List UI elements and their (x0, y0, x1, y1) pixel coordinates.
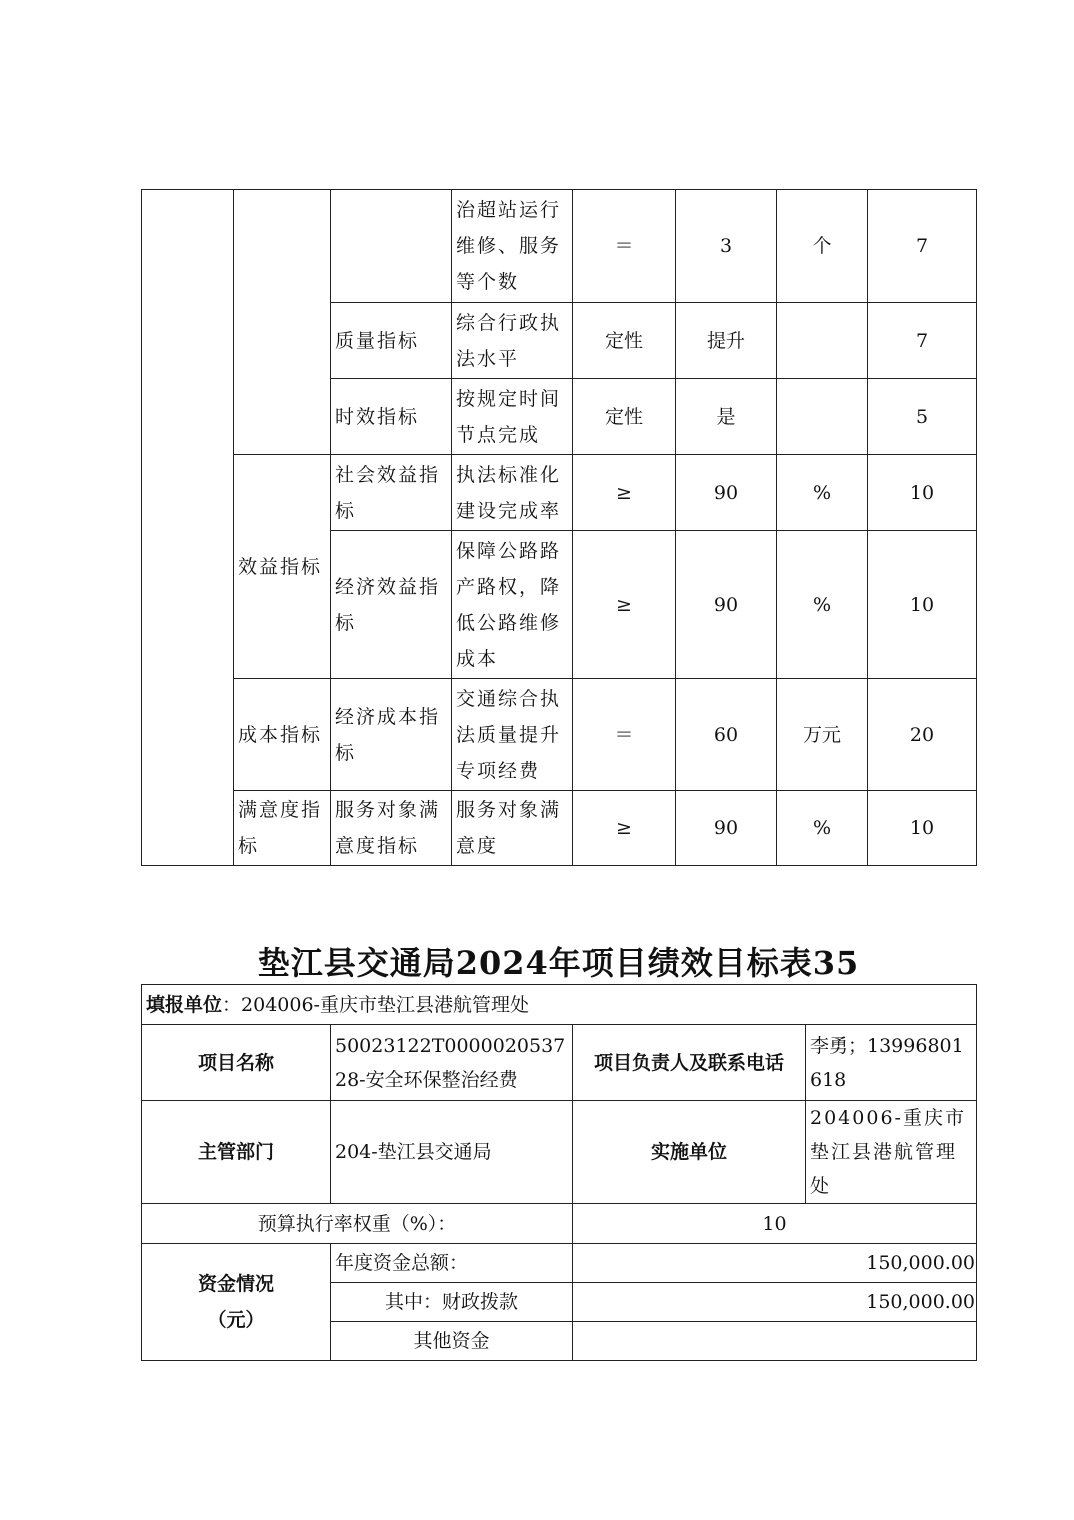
unit-cell: % (777, 531, 868, 679)
performance-indicator-table-continued (141, 189, 977, 866)
operator-cell: 定性 (573, 303, 676, 379)
indicator-content-cell: 服务对象满意度 (452, 791, 573, 866)
level3-cell: 时效指标 (331, 379, 452, 455)
unit-cell: 个 (777, 190, 868, 303)
level1-cell-empty (142, 190, 234, 866)
implementing-unit-value: 204006-重庆市垫江县港航管理处 (806, 1101, 977, 1204)
project-leader-value: 李勇；13996801618 (806, 1025, 977, 1101)
operator-cell: 定性 (573, 379, 676, 455)
table-row (142, 791, 977, 866)
target-value-cell: 3 (676, 190, 777, 303)
department-value: 204-垫江县交通局 (331, 1101, 573, 1204)
score-cell: 10 (868, 455, 977, 531)
department-label: 主管部门 (142, 1101, 331, 1204)
table-row (142, 1204, 977, 1244)
level2-cell-satisfaction: 满意度指标 (234, 791, 331, 866)
score-cell: 20 (868, 679, 977, 791)
operator-cell: ≥ (573, 531, 676, 679)
score-cell: 7 (868, 303, 977, 379)
target-value-cell: 90 (676, 791, 777, 866)
indicator-content-cell: 治超站运行维修、服务等个数 (452, 190, 573, 303)
score-cell: 5 (868, 379, 977, 455)
level3-cell: 服务对象满意度指标 (331, 791, 452, 866)
fund-label-line2: （元） (207, 1309, 265, 1331)
fiscal-allocation-label: 其中：财政拨款 (331, 1283, 573, 1322)
level2-cell-benefit: 效益指标 (234, 455, 331, 679)
target-value-cell: 90 (676, 455, 777, 531)
unit-cell: % (777, 455, 868, 531)
level3-cell (331, 190, 452, 303)
reporting-unit-cell (142, 985, 977, 1025)
indicator-content-cell: 综合行政执法水平 (452, 303, 573, 379)
score-cell: 7 (868, 190, 977, 303)
indicator-content-cell: 保障公路路产路权，降低公路维修成本 (452, 531, 573, 679)
page-title: 垫江县交通局2024年项目绩效目标表35 (257, 944, 860, 982)
target-value-cell: 90 (676, 531, 777, 679)
table-row (142, 190, 977, 303)
budget-weight-value: 10 (573, 1204, 977, 1244)
operator-cell: ＝ (573, 190, 676, 303)
reporting-unit-value: ：204006-重庆市垫江县港航管理处 (222, 993, 529, 1016)
implementing-unit-label: 实施单位 (573, 1101, 806, 1204)
reporting-unit-label: 填报单位 (146, 993, 223, 1016)
operator-cell: ≥ (573, 791, 676, 866)
fund-label-line1: 资金情况 (197, 1273, 274, 1295)
project-name-label: 项目名称 (142, 1025, 331, 1101)
level2-cell-empty (234, 190, 331, 455)
operator-cell: ≥ (573, 455, 676, 531)
annual-total-value: 150,000.00 (573, 1244, 977, 1283)
target-value-cell: 提升 (676, 303, 777, 379)
other-funds-label: 其他资金 (331, 1322, 573, 1361)
target-value-cell: 60 (676, 679, 777, 791)
table-row (142, 455, 977, 531)
other-funds-value (573, 1322, 977, 1361)
level2-cell-cost: 成本指标 (234, 679, 331, 791)
unit-cell: % (777, 791, 868, 866)
project-performance-target-table (141, 984, 977, 1361)
project-leader-label: 项目负责人及联系电话 (573, 1025, 806, 1101)
table-row (142, 679, 977, 791)
budget-weight-label: 预算执行率权重（%）： (142, 1204, 573, 1244)
table-row (142, 985, 977, 1025)
indicator-content-cell: 执法标准化建设完成率 (452, 455, 573, 531)
level3-cell: 经济成本指标 (331, 679, 452, 791)
fund-situation-label (142, 1244, 331, 1361)
project-name-value: 50023122T000002053728-安全环保整治经费 (331, 1025, 573, 1101)
table-row (142, 1101, 977, 1204)
level3-cell: 质量指标 (331, 303, 452, 379)
score-cell: 10 (868, 791, 977, 866)
level3-cell: 社会效益指标 (331, 455, 452, 531)
unit-cell: 万元 (777, 679, 868, 791)
annual-total-label: 年度资金总额： (331, 1244, 573, 1283)
unit-cell (777, 379, 868, 455)
table-row (142, 1244, 977, 1283)
operator-cell: ＝ (573, 679, 676, 791)
score-cell: 10 (868, 531, 977, 679)
indicator-content-cell: 按规定时间节点完成 (452, 379, 573, 455)
indicator-content-cell: 交通综合执法质量提升专项经费 (452, 679, 573, 791)
table-row (142, 1025, 977, 1101)
target-value-cell: 是 (676, 379, 777, 455)
level3-cell: 经济效益指标 (331, 531, 452, 679)
fiscal-allocation-value: 150,000.00 (573, 1283, 977, 1322)
unit-cell (777, 303, 868, 379)
